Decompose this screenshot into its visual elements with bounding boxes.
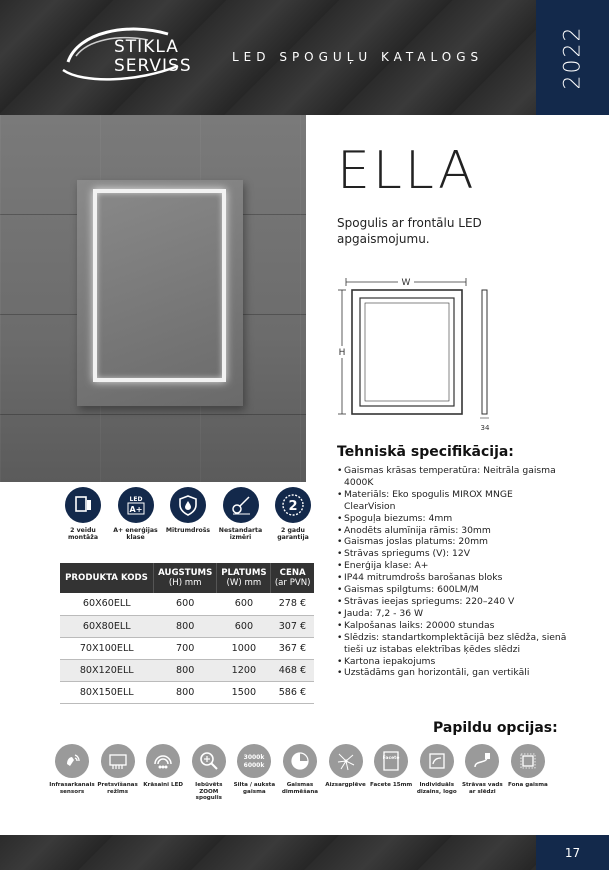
cell-height: 600 — [153, 593, 216, 615]
back-light-icon — [511, 744, 545, 778]
table-row — [60, 659, 314, 681]
option-label: Fona gaisma — [508, 782, 548, 788]
feature-label: Mitrumdrošs — [165, 527, 211, 534]
product-name: ELLA — [337, 141, 477, 201]
option-power-cord — [460, 744, 504, 802]
energy-class-icon — [118, 487, 154, 523]
spec-item: • Uzstādāms gan horizontāli, gan vertikāli — [337, 667, 567, 679]
option-label: Silta / auksta gaisma — [233, 782, 276, 795]
infrared-sensor-icon — [55, 744, 89, 778]
table-header-row — [60, 563, 314, 593]
cell-height: 800 — [153, 681, 216, 703]
warranty-badge: 2 — [288, 499, 298, 514]
spec-item: • Gaismas joslas platums: 20mm — [337, 536, 567, 548]
option-facet — [369, 744, 413, 802]
feature-label: A+ enerģijas klase — [113, 527, 158, 542]
cell-height: 800 — [153, 659, 216, 681]
power-cord-switch-icon — [465, 744, 499, 778]
facet-badge: Facete — [382, 756, 400, 761]
warm-cold-light-icon — [237, 744, 271, 778]
option-back-light — [506, 744, 550, 802]
warm-badge: 3000k — [244, 754, 265, 761]
cell-code: 80X150ELL — [60, 681, 153, 703]
year-label: 2022 — [560, 25, 585, 90]
colored-led-icon — [146, 744, 180, 778]
option-safety-film — [324, 744, 368, 802]
spec-item: • IP44 mitrumdrošs barošanas bloks — [337, 572, 567, 584]
custom-design-icon — [420, 744, 454, 778]
header-main: PRODUKTA KODS — [65, 573, 148, 583]
logo-text — [114, 38, 192, 76]
cell-width: 1500 — [217, 681, 271, 703]
header-sub: (H) mm — [168, 578, 202, 588]
option-label: Gaismas dimmēšana — [281, 782, 319, 795]
product-photo — [0, 115, 306, 482]
logo-line-1: STIKLA — [114, 37, 179, 57]
anti-fog-icon — [101, 744, 135, 778]
option-colored-led — [141, 744, 185, 802]
feature-label: 2 gadu garantija — [277, 527, 309, 542]
option-icons — [50, 744, 550, 802]
feature-moisture — [163, 487, 213, 547]
table-row — [60, 615, 314, 637]
feature-icons — [58, 487, 318, 547]
option-label: Pretsvīšanas režīms — [97, 782, 138, 795]
feature-energy — [111, 487, 161, 547]
cell-code: 60X80ELL — [60, 615, 153, 637]
option-label: Individuāls dizains, logo — [416, 782, 457, 795]
table-header-price — [271, 563, 314, 593]
option-label: Facete 15mm — [370, 782, 413, 788]
option-custom-design — [415, 744, 459, 802]
cell-width: 1200 — [217, 659, 271, 681]
table-header-code — [60, 563, 153, 593]
feature-label: Nestandarta izmēri — [218, 527, 263, 542]
feature-warranty — [268, 487, 318, 547]
dimming-icon — [283, 744, 317, 778]
cell-price: 468 € — [271, 659, 314, 681]
cell-width: 600 — [217, 615, 271, 637]
cell-price: 278 € — [271, 593, 314, 615]
cell-price: 586 € — [271, 681, 314, 703]
product-description: Spogulis ar frontālu LED apgaismojumu. — [337, 216, 482, 246]
spec-item: • Gaismas krāsas temperatūra: Neitrāla gaisma 4000K — [337, 465, 567, 489]
zoom-mirror-icon — [192, 744, 226, 778]
header-main: CENA — [279, 568, 306, 578]
cell-height: 800 — [153, 615, 216, 637]
header-sub: (ar PVN) — [274, 578, 311, 588]
footer-banner — [0, 835, 609, 870]
spec-item: • Anodēts alumīnija rāmis: 30mm — [337, 525, 567, 537]
energy-badge-top: LED — [129, 496, 142, 503]
moisture-shield-icon — [170, 487, 206, 523]
option-label: Aizsargplēve — [325, 782, 366, 788]
feature-wall-mount — [58, 487, 108, 547]
feature-label: 2 veidu montāža — [67, 527, 98, 542]
table-row — [60, 681, 314, 703]
option-label: Krāsaini LED — [143, 782, 184, 788]
width-label: W — [401, 278, 411, 288]
height-label: H — [338, 348, 346, 358]
cell-price: 367 € — [271, 637, 314, 659]
spec-item: • Slēdzis: standartkomplektācijā bez slēdža, sienā tieši uz istabas elektrības ķēdes slēdzi — [337, 632, 567, 656]
option-label: Infrasarkanais sensors — [49, 782, 95, 795]
spec-item: • Kartona iepakojums — [337, 656, 567, 668]
option-anti-fog — [96, 744, 140, 802]
mirror-led-frame — [93, 189, 226, 382]
spec-title: Tehniskā specifikācija: — [337, 444, 514, 460]
wall-mount-icon — [65, 487, 101, 523]
cold-badge: 6000k — [244, 762, 265, 769]
spec-item: • Enerģija klase: A+ — [337, 560, 567, 572]
spec-item: • Strāvas spriegums (V): 12V — [337, 548, 567, 560]
option-warm-cold — [232, 744, 276, 802]
table-row — [60, 593, 314, 615]
table-header-width — [217, 563, 271, 593]
option-zoom — [187, 744, 231, 802]
cell-code: 70X100ELL — [60, 637, 153, 659]
year-label-wrap — [536, 0, 609, 115]
spec-item: • Jauda: 7,2 - 36 W — [337, 608, 567, 620]
options-title: Papildu opcijas: — [433, 720, 558, 736]
header-main: PLATUMS — [221, 568, 267, 578]
page-number: 17 — [536, 835, 609, 870]
cell-code: 80X120ELL — [60, 659, 153, 681]
catalog-title: LED SPOGUĻU KATALOGS — [232, 50, 484, 64]
facet-icon — [374, 744, 408, 778]
spec-item: • Materiāls: Eko spogulis MIROX MNGE ClearVision — [337, 489, 567, 513]
spec-item: • Spoguļa biezums: 4mm — [337, 513, 567, 525]
safety-film-icon — [329, 744, 363, 778]
cell-code: 60X60ELL — [60, 593, 153, 615]
option-infrared — [50, 744, 94, 802]
spec-list — [337, 465, 567, 679]
product-table — [60, 563, 314, 704]
header-main: AUGSTUMS — [158, 568, 213, 578]
feature-custom-size — [216, 487, 266, 547]
cell-width: 1000 — [217, 637, 271, 659]
cell-width: 600 — [217, 593, 271, 615]
table-row — [60, 637, 314, 659]
cell-price: 307 € — [271, 615, 314, 637]
custom-size-icon — [223, 487, 259, 523]
depth-label: 34 — [480, 424, 490, 432]
logo-line-2: SERVISS — [114, 56, 192, 76]
header-sub: (W) mm — [226, 578, 262, 588]
cell-height: 700 — [153, 637, 216, 659]
dimension-diagram — [330, 270, 500, 440]
energy-badge: A+ — [129, 505, 142, 514]
warranty-icon — [275, 487, 311, 523]
spec-item: • Kalpošanas laiks: 20000 stundas — [337, 620, 567, 632]
option-label: Strāvas vads ar slēdzi — [461, 782, 503, 795]
option-label: Iebūvēts ZOOM spogulis — [195, 782, 223, 802]
option-dimming — [278, 744, 322, 802]
spec-item: • Gaismas spilgtums: 600LM/M — [337, 584, 567, 596]
spec-item: • Strāvas ieejas spriegums: 220–240 V — [337, 596, 567, 608]
table-header-height — [153, 563, 216, 593]
